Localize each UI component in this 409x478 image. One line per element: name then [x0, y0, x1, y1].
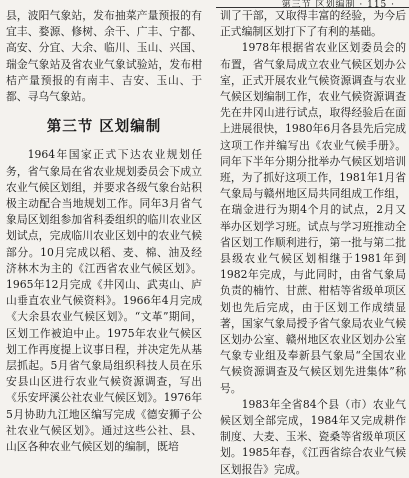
paragraph-body: 1978年根据省农业区划委员会的布置，省气象局成立农业气候区划办公室，正式开展农业气候资源调查与农业气候区划编制工作，农业气候资源调查先在井冈山进行试点，取得经验后在面上进展很快，1980年6月各县先后完成这项工作并编写出《农业气候手册》。同年下半年分期分批举办气候区划培训班，为了抓好这项工作，1981年1月省气象局与赣州地区局共同组成工作组，在瑞金进行为期4个月的试点，2月又举办区划学习班。试点与学习班推动全省区划工作顺利进行，第一批与第二批县级农业气候区划相继于1981年到1982年完成，与此同时，由省气象局负责的楠竹、甘蔗、柑桔等省级单项区划也先后完成，由于区划工作成绩显著，国家气象局授予省气象局农业气候区划办公室、赣州地区农业区划办公室气象专业组及奉新县气象局“全国农业气候资源调查及气候区划先进集体”称号。: [220, 41, 406, 395]
paragraph-continued: 县，波阳气象站，发布抽菜产量预报的有宜丰、婺源、修树、余干、广丰、宁都、高安、分宜、大余、临川、玉山、兴国、瑞金气象站及省农业气象试验站，发布柑桔产量预报的有南丰、吉安、玉山、于都、寻乌气象站。: [6, 9, 202, 104]
paragraph-continued: 训了干部，又取得丰富的经验，为今后正式编制区划打下了有利的基础。: [220, 9, 406, 39]
section-title: 第三节 区划编制: [46, 119, 162, 136]
right-column: [220, 8, 406, 478]
paragraph-body: 1983年全省84个县（市）农业气候区划全部完成，1984年又完成耕作制度、大麦、玉米、瓷桑等省级单项区划。1985年春，《江西省综合农业气候区划报告》完成。: [220, 397, 406, 476]
running-header: 第三节 区划编制 · 115 ·: [281, 0, 395, 10]
left-column: [6, 8, 202, 455]
paragraph-body: 1964年国家正式下达农业规划任务，省气象局在省农业规划委员会下成立农业气候区划组，并要求各级气象台站积极主动配合当地规划工作。同年3月省气象局区划组参加省科委组织的临川农业区划试点，完成临川农业区划中的农业气候部分。10月完成以稻、麦、棉、油及经济林木为主的《江西省农业气候区划》。1965年12月完成《井冈山、武夷山、庐山垂直农业气候资料》。1966年4月完成《大余县农业气候区划》。“文革”期间，区划工作被迫中止。1975年农业气候区划工作再度提上议事日程，并决定先从基层抓起。5月省气象局组织科技人员在乐安县山区进行农业气候资源调查，写出《乐安坪溪公社农业气候区划》。1976年5月协助九江地区编写完成《德安狮子公社农业气候区划》。通过这些公社、县、山区各种农业气候区划的编制，既培: [6, 148, 202, 454]
